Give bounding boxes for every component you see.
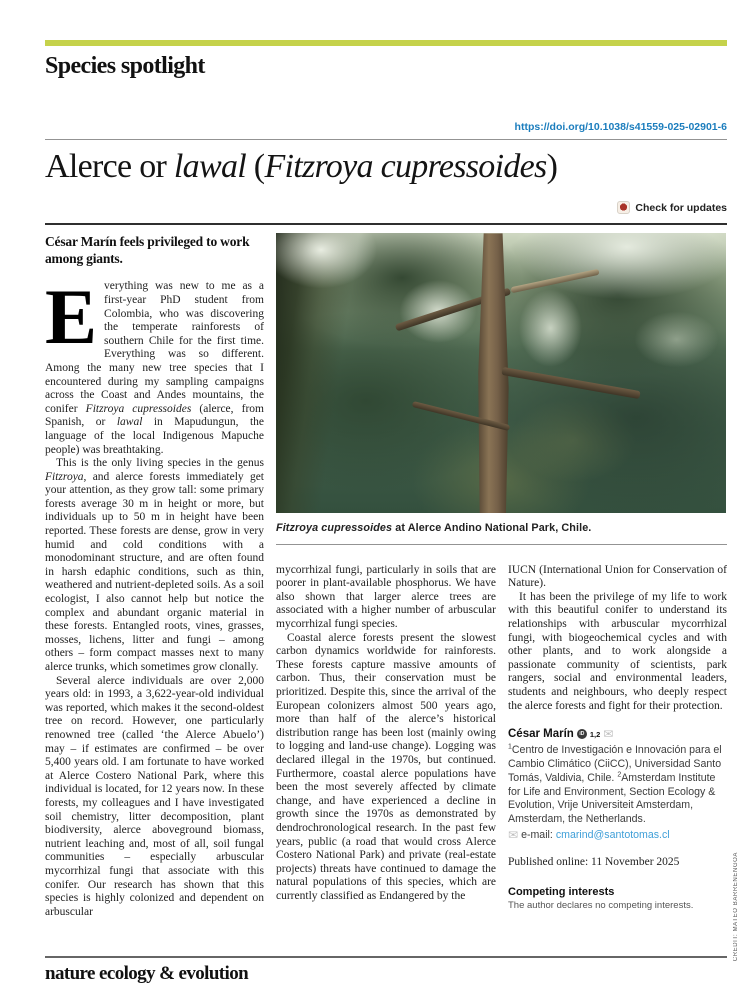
email-link[interactable]: cmarind@santotomas.cl [555, 829, 670, 841]
standfirst: César Marín feels privileged to work among giants. [45, 234, 250, 267]
column-1 [45, 233, 264, 919]
affiliations: $^1$Centro de Investigación e Innovación para el Cambio Climático (CiiCC), Universidad Santo Tomás, Valdivia, Chile. $^2$Amsterdam Institute for Life and Environment, Section Ecology & Evolution, Vrije Universiteit Amsterdam, Amsterdam, the Netherlands. [508, 743, 722, 826]
figure-caption: Fitzroya cupressoides at Alerce Andino National Park, Chile. [276, 522, 592, 535]
email-row [508, 829, 727, 841]
check-for-updates-button[interactable] [617, 201, 727, 214]
author-affiliation-sup: 1,2 [589, 729, 601, 739]
published-date: Published online: 11 November 2025 [508, 856, 680, 868]
check-for-updates-label: Check for updates [635, 201, 727, 214]
paragraph: IUCN (International Union for Conservation of Nature). [508, 563, 727, 590]
badge-row [45, 201, 727, 217]
crossmark-icon [617, 201, 630, 214]
tree-branch [501, 367, 640, 399]
author-name: César Marín [508, 728, 574, 741]
doi-row [45, 117, 727, 135]
orcid-icon[interactable]: iD [577, 729, 587, 739]
paragraph: Several alerce individuals are over 2,000 years old: in 1993, a 3,622-year-old individual was reported, which makes it the second-oldest tree on record. However, one particularly renowned tree (called ‘the Alerce Abuelo’) may – if estimates are confirmed – be over 5,400 years old. I am fortunate to have worked at Alerce Costero National Park, where this individual is located, for 12 years now. In these forests, my colleagues and I have investigated soil chemistry, litter decomposition, plant biodiversity, alerce aboveground biomass, nutrient leaching and, most of all, soil fungal communities – especially arbuscular mycorrhizal fungi that associate with this conifer. Our research has shown that this species is highly colonized and dependent on arbuscular [45, 674, 264, 918]
header-divider [45, 223, 727, 225]
paragraph: mycorrhizal fungi, particularly in soils that are poorer in plant-available phosphorus. We have also shown that larger alerce trees are associated with a higher number of arbuscular mycorrhizal fungi species. [276, 563, 496, 631]
paragraph: Everything was new to me as a first-year PhD student from Colombia, who was discovering the temperate rainforests of southern Chile for the first time. Everything was so different. Among the many new tree species that I encountered during my sampling campaigns across the Coast and Andes mountains, the conifer Fitzroya cupressoides (alerce, from Spanish, or lawal in Mapudungun, the language of the local Indigenous Mapuche people) was breathtaking. [45, 273, 265, 456]
competing-interests-heading: Competing interests [508, 886, 615, 898]
article-body [45, 233, 727, 919]
journal-wordmark: nature ecology & evolution [45, 963, 249, 984]
footer-divider [45, 956, 727, 958]
competing-interests-body: The author declares no competing interests. [508, 900, 694, 911]
author-block [508, 728, 727, 841]
envelope-icon: ✉ [603, 727, 614, 742]
paragraph: This is the only living species in the genus Fitzroya, and alerce forests immediately get your attention, as they grow tall: some primary forests average 30 m in height or more, but individuals up to 50 m in height have been reported. These forests are dense, grow in very humid and cold conditions with a monodominant structure, and are often found in harsh edaphic conditions, such as thin, weathered and nutrient-depleted soils. As a soil ecologist, I also cannot help but notice the complex and abundant organic material in these forests. Entangled roots, vines, grasses, mosses, lichens, litter and fungi – among others – form compact masses next to many alerce trunks, which sometimes grow clonally. [45, 457, 264, 674]
column-2 [276, 564, 496, 920]
column-3 [508, 564, 727, 920]
accent-bar [45, 40, 727, 46]
tree-branch [510, 269, 599, 294]
section-kicker: Species spotlight [45, 53, 205, 79]
envelope-icon: ✉ [508, 828, 519, 842]
paragraph: It has been the privilege of my life to work with this beautiful conifer to understand its relationships with arbuscular mycorrhizal fungi, with biogeochemical cycles and with other plants, and to work alongside a passionate community of scientists, park rangers, social and environmental leaders, students and neighbours, who deeply respect the alerce forests and fight for their protection. [508, 590, 727, 712]
competing-interests [508, 886, 727, 912]
paragraph: Coastal alerce forests present the slowest carbon dynamics worldwide for rainforests. These forests capture massive amounts of carbon. Thus, their conservation must be prioritized. Despite this, since the arrival of the European colonizers almost 500 years ago, more than half of the alerce’s historical distribution range has been lost (mainly owing to logging and land-use change). Logging was declared illegal in the 1970s, but continued. Furthermore, coastal alerce populations have been the most severely affected by climate change, and have experienced a decline in growth since the 1970s as demonstrated by dendrochronological research. In the past few years, public (a road that would cross Alerce Costero National Park) and private (real-estate projects) threats have continued to damage the natural populations of this species, which are currently classified as Endangered by the [276, 631, 496, 902]
author-name-row [508, 728, 727, 740]
photo-credit: CREDIT: MATEO BARRENENGOA [733, 852, 739, 962]
figure [276, 233, 727, 563]
caption-divider [276, 544, 727, 545]
alerce-tree-photo [276, 233, 726, 513]
doi-link[interactable]: https://doi.org/10.1038/s41559-025-02901-6 [514, 121, 727, 133]
article-title: Alerce or lawal (Fitzroya cupressoides) [45, 148, 558, 185]
email-label: e-mail: [521, 829, 553, 841]
drop-cap: E [45, 273, 98, 361]
page-footer [45, 956, 727, 985]
title-divider [45, 139, 727, 140]
